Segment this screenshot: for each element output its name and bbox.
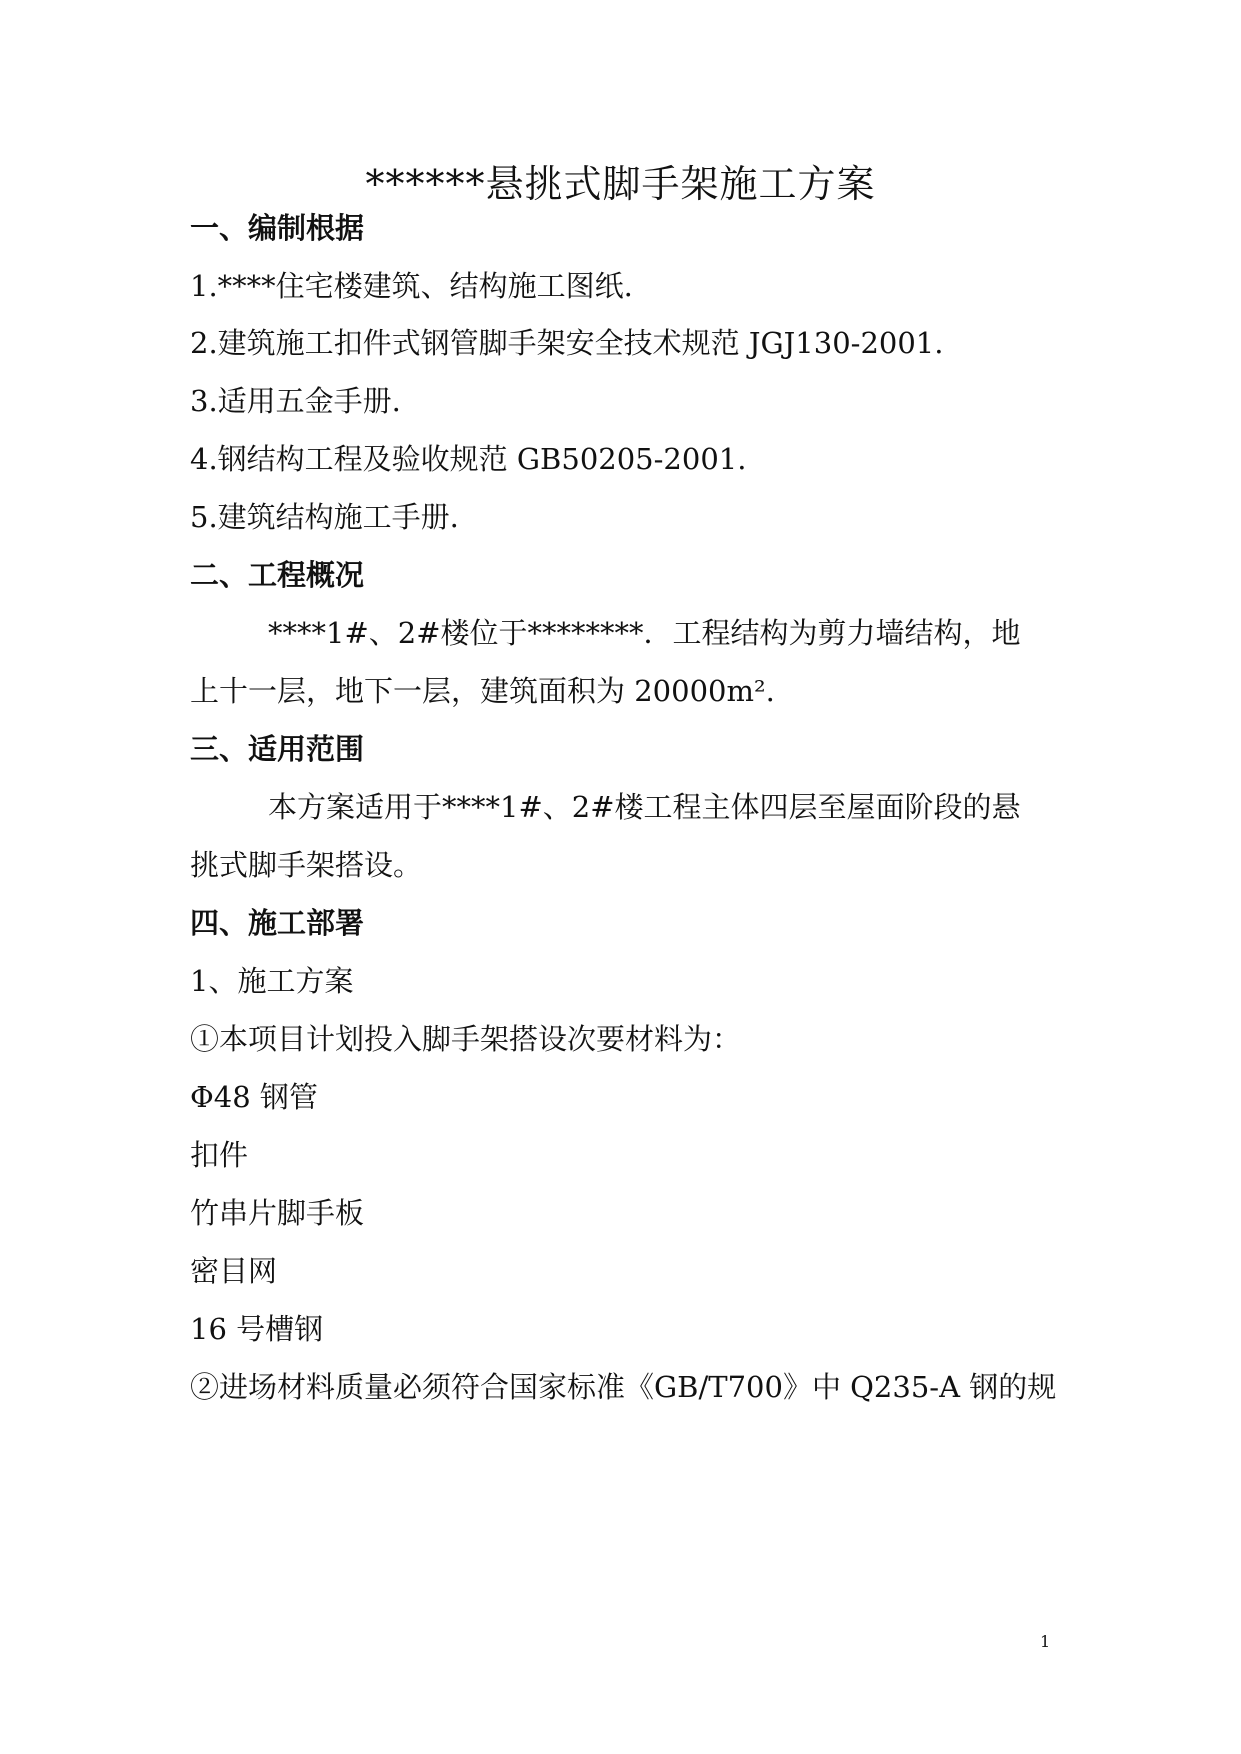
overview-paragraph-line-2: 上十一层，地下一层，建筑面积为 20000m². bbox=[190, 674, 775, 708]
page-number: 1 bbox=[1040, 1632, 1051, 1651]
basis-item-3: 3.适用五金手册. bbox=[190, 384, 401, 418]
basis-item-5: 5.建筑结构施工手册. bbox=[190, 500, 459, 534]
deployment-item-quality: ②进场材料质量必须符合国家标准《GB/T700》中 Q235-A 钢的规 bbox=[190, 1370, 1057, 1404]
section-heading-overview: 二、工程概况 bbox=[190, 558, 365, 592]
section-heading-scope: 三、适用范围 bbox=[190, 732, 365, 766]
overview-paragraph-line-1: ****1#、2#楼位于********．工程结构为剪力墙结构，地 bbox=[268, 616, 1021, 650]
material-fastener: 扣件 bbox=[190, 1138, 249, 1172]
basis-item-1: 1.****住宅楼建筑、结构施工图纸. bbox=[190, 269, 633, 303]
deployment-item-2: ①本项目计划投入脚手架搭设次要材料为： bbox=[190, 1022, 742, 1056]
scope-paragraph-line-1: 本方案适用于****1#、2#楼工程主体四层至屋面阶段的悬 bbox=[268, 790, 1021, 824]
material-bamboo-board: 竹串片脚手板 bbox=[190, 1196, 365, 1230]
basis-item-2: 2.建筑施工扣件式钢管脚手架安全技术规范 JGJ130-2001. bbox=[190, 326, 944, 360]
material-channel-steel: 16 号槽钢 bbox=[190, 1312, 324, 1346]
material-steel-pipe: Φ48 钢管 bbox=[190, 1080, 318, 1114]
document-title: ******悬挑式脚手架施工方案 bbox=[365, 162, 876, 206]
section-heading-deployment: 四、施工部署 bbox=[190, 906, 365, 940]
deployment-item-1: 1、施工方案 bbox=[190, 964, 354, 998]
basis-item-4: 4.钢结构工程及验收规范 GB50205-2001. bbox=[190, 442, 747, 476]
scope-paragraph-line-2: 挑式脚手架搭设。 bbox=[190, 848, 423, 882]
material-safety-net: 密目网 bbox=[190, 1254, 278, 1288]
section-heading-basis: 一、编制根据 bbox=[190, 211, 365, 245]
